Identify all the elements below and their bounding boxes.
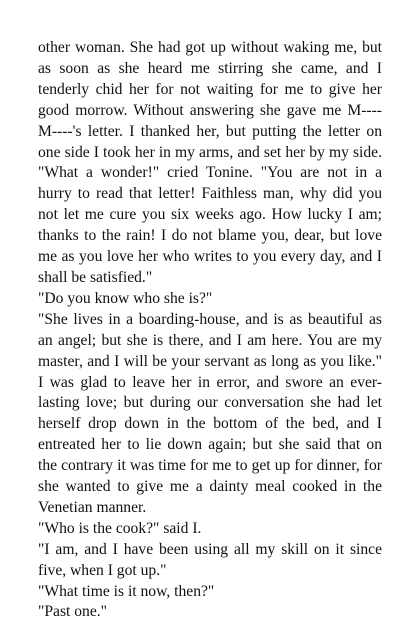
paragraph: "Do you know who she is?" [38,289,213,307]
paragraph: "She lives in a boarding-house, and is as beautiful as an angel; but she is there, and I am here. You are my master, and I will be your servant as long as you like." I was glad to leave her in error, and swore an ever-lasting love; but during our conversation she had let herself drop down in the bottom of the bed, and I entreated her to lie down again; but she said that on the contrary it was time for me to get up for dinner, for she wanted to give me a dainty meal cooked in the Venetian manner. [38,310,382,516]
paragraph: "What time is it now, then?" [38,582,215,600]
paragraph: "I am, and I have been using all my skill on it since five, when I got up." [38,540,382,579]
document-page [38,38,382,623]
paragraph: other woman. She had got up without waking me, but as soon as she heard me stirring she came, and I tenderly chid her for not waiting for me to give her good morrow. Without answering she gave me M----M----'s letter. I thanked her, but putting the letter on one side I took her in my arms, and set her by my side. "What a wonder!" cried Tonine. "You are not in a hurry to read that letter! Faithless man, why did you not let me cure you six weeks ago. How lucky I am; thanks to the rain! I do not blame you, dear, but love me as you love her who writes to you every day, and I shall be satisfied." [38,39,382,286]
paragraph: "Past one." [38,603,108,621]
paragraph: "Who is the cook?" said I. [38,519,202,537]
